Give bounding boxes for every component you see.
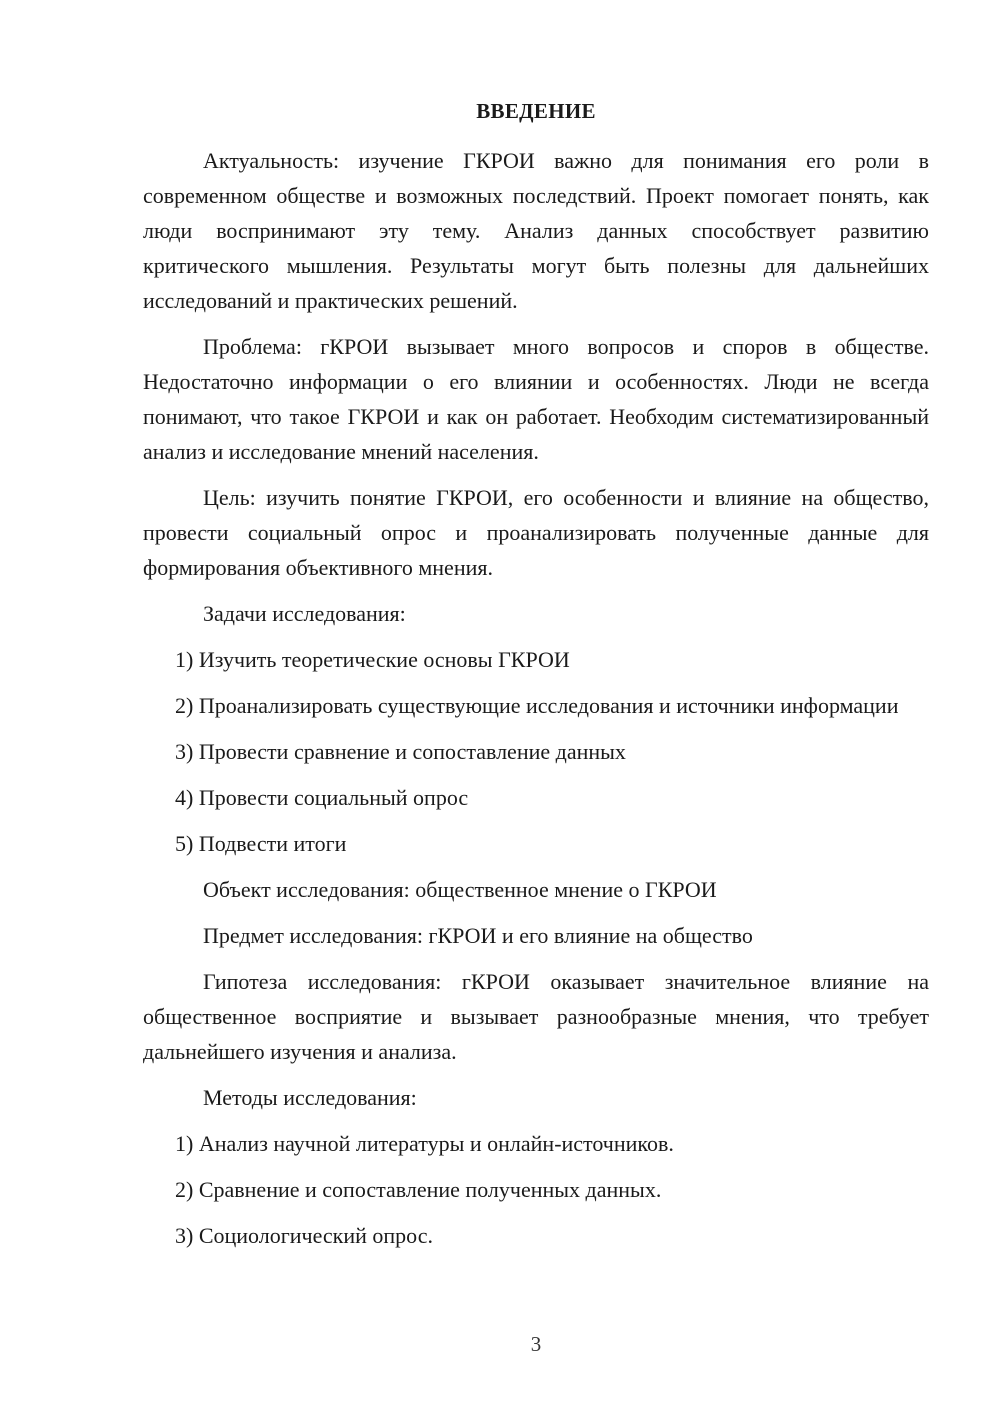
document-body <box>143 143 929 1264</box>
hypothesis-paragraph: Гипотеза исследования: гКРОИ оказывает значительное влияние на общественное восприятие и вызывает разнообразные мнения, что требует дальнейшего изучения и анализа. <box>143 969 929 1064</box>
task-item: 4) Провести социальный опрос <box>175 785 469 810</box>
task-item: 2) Проанализировать существующие исследования и источники информации <box>175 693 899 718</box>
task-item: 5) Подвести итоги <box>175 831 347 856</box>
method-item: 2) Сравнение и сопоставление полученных данных. <box>175 1177 662 1202</box>
relevance-paragraph: Актуальность: изучение ГКРОИ важно для понимания его роли в современном обществе и возможных последствий. Проект помогает понять, как люди воспринимают эту тему. Анализ данных способствует развитию критического мышления. Результаты могут быть полезны для дальнейших исследований и практических решений. <box>143 148 929 313</box>
tasks-heading: Задачи исследования: <box>203 601 406 626</box>
page-title: ВВЕДЕНИЕ <box>476 99 596 123</box>
document-page <box>143 0 929 1414</box>
object-paragraph: Объект исследования: общественное мнение о ГКРОИ <box>203 877 717 902</box>
method-item: 1) Анализ научной литературы и онлайн-источников. <box>175 1131 674 1156</box>
method-item: 3) Социологический опрос. <box>175 1223 433 1248</box>
task-item: 3) Провести сравнение и сопоставление данных <box>175 739 626 764</box>
problem-paragraph: Проблема: гКРОИ вызывает много вопросов и споров в обществе. Недостаточно информации о его влиянии и особенностях. Люди не всегда понимают, что такое ГКРОИ и как он работает. Необходим систематизированный анализ и исследование мнений населения. <box>143 334 929 464</box>
methods-heading: Методы исследования: <box>203 1085 417 1110</box>
task-item: 1) Изучить теоретические основы ГКРОИ <box>175 647 570 672</box>
goal-paragraph: Цель: изучить понятие ГКРОИ, его особенности и влияние на общество, провести социальный опрос и проанализировать полученные данные для формирования объективного мнения. <box>143 485 929 580</box>
page-number: 3 <box>530 1332 542 1356</box>
subject-paragraph: Предмет исследования: гКРОИ и его влияние на общество <box>203 923 753 948</box>
